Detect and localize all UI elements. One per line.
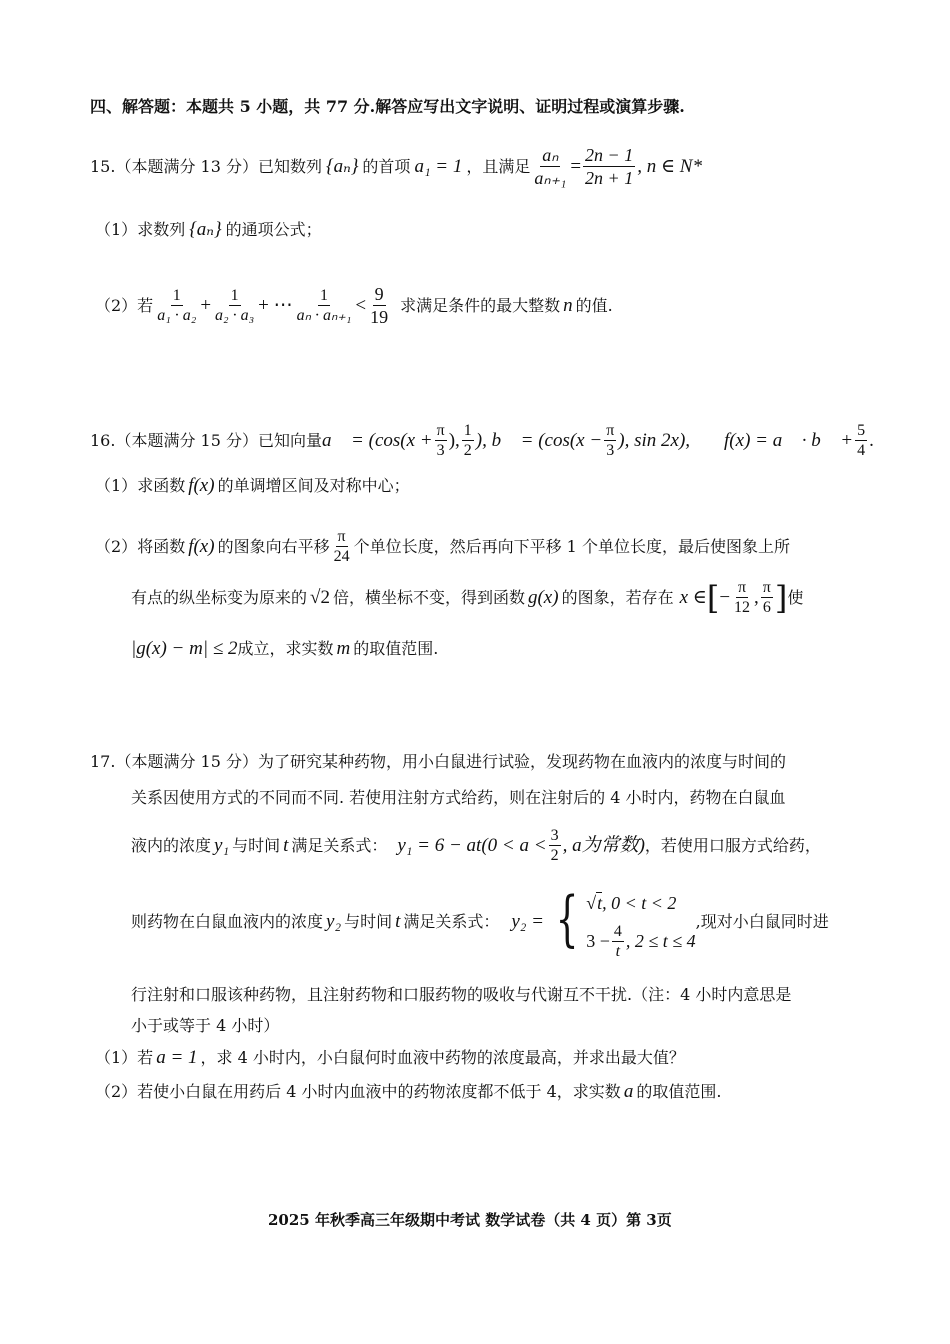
q15-part1-seq: {aₙ} [189, 219, 222, 240]
q16-part2-a: 将函数 [137, 536, 186, 556]
q16-vec-b: ), b⃗ = (cos(x − [475, 429, 603, 451]
q17-line1-text: 为了研究某种药物，用小白鼠进行试验，发现药物在血液内的浓度与时间的 [258, 752, 787, 771]
q15-intro-b: 的首项 [362, 156, 411, 176]
q17-line5 [131, 983, 791, 1007]
q15-term1-den: a₁ · a₂ [157, 307, 197, 324]
q16-right-bracket: ] [774, 578, 788, 617]
q16-part2-line1 [95, 527, 790, 566]
q17-case2 [586, 922, 695, 960]
q15-stem [90, 144, 702, 189]
q17-y2-eq: y₂ = [511, 911, 544, 932]
q17-line3-d: ，若使用口服方式给药， [644, 835, 821, 855]
q17-part2-a: a [623, 1081, 634, 1102]
q16-five-fourths [855, 421, 867, 460]
q17-left-brace: { [555, 884, 579, 954]
q16-shift-num: π [337, 528, 346, 545]
q15-lhs-num: aₙ [542, 145, 559, 165]
q17-three: 3 [550, 827, 559, 844]
q16-vec-a: a⃗ = (cos(x + [322, 429, 433, 451]
q16-part2-c: 个单位长度，然后再向下平移 1 个单位长度，最后使图象上所 [353, 536, 790, 556]
q15-ratio-lhs [532, 144, 568, 189]
q16-pi-d: π [762, 579, 771, 596]
q15-part2 [95, 283, 613, 328]
q17-line4-c: 满足关系式： [403, 912, 500, 931]
q16-six: 6 [762, 599, 771, 616]
q16-stem [90, 421, 874, 460]
q17-score: （本题满分 15 分） [115, 752, 258, 771]
q15-dots: + ⋯ [258, 294, 293, 316]
q17-t: t [283, 834, 289, 856]
q16-fx: f(x) = a⃗ · b⃗ + [724, 429, 854, 451]
q15-sum-term1 [155, 286, 198, 325]
q17-three-halves [549, 826, 561, 865]
q16-shift [332, 527, 352, 566]
q15-part2-label: （2）若 [95, 295, 154, 315]
q16-pi-b: π [606, 422, 615, 439]
q16-abs-expr: |g(x) − m| ≤ 2 [131, 638, 238, 659]
q17-part1 [95, 1046, 685, 1070]
q17-line6-text: 小于或等于 4 小时） [131, 1016, 280, 1035]
q15-term1-num: 1 [172, 287, 181, 304]
q15-number: 15. [90, 156, 116, 176]
q17-line3-a: 液内的浓度 [131, 835, 212, 855]
q17-case1-sqrt: √t [586, 893, 603, 913]
q15-part1-label: （1） [95, 220, 138, 239]
q16-twelve: 12 [734, 599, 751, 616]
q16-m: m [336, 638, 351, 659]
q15-bound [368, 283, 390, 328]
q17-case1-rest: , 0 < t < 2 [602, 893, 677, 913]
page-footer-text: 2025 年秋季高三年级期中考试 数学试卷（共 4 页）第 3页 [268, 1211, 672, 1229]
q17-piecewise [548, 884, 696, 960]
q15-part1-a: 求数列 [137, 220, 186, 239]
q17-part2 [95, 1080, 721, 1104]
q15-intro-c: ，且满足 [466, 156, 531, 176]
q15-score: （本题满分 13 分） [115, 156, 258, 176]
q16-three-b: 3 [606, 442, 615, 459]
q16-comma: , [754, 586, 759, 608]
q16-x-in: x ∈ [679, 586, 707, 608]
q16-intro: 已知向量 [258, 430, 323, 450]
q15-part2-n: n [563, 294, 573, 316]
section-heading [90, 95, 685, 119]
q17-case1-t: t [597, 893, 603, 913]
q16-part2-b: 的图象向右平移 [217, 536, 330, 556]
q16-sqrt2: √2 [310, 586, 330, 608]
q17-y1-formula-end: , a为常数) [562, 834, 645, 856]
q17-case2-frac [612, 922, 624, 961]
q17-part1-b: ，求 4 小时内，小白鼠何时血液中药物的浓度最高，并求出最大值？ [200, 1048, 685, 1067]
q16-half [462, 421, 474, 460]
q17-case2-a: 3 − [586, 931, 610, 951]
q16-minus: − [719, 586, 731, 608]
q15-sum-termn [295, 286, 354, 325]
q17-two: 2 [550, 847, 559, 864]
q17-part2-label: （2）若使小白鼠在用药后 4 小时内血液中的药物浓度都不低于 4，求实数 [95, 1082, 621, 1101]
q16-three-a: 3 [436, 442, 445, 459]
q15-part1 [95, 218, 322, 242]
q16-number: 16. [90, 430, 116, 450]
q17-y1: y₁ [214, 834, 230, 856]
q16-part1-label: （1） [95, 476, 138, 495]
q16-shift-den: 24 [333, 548, 350, 565]
q15-plus: + [200, 294, 212, 316]
q16-left-bracket: [ [706, 578, 720, 617]
q17-line3-c: 满足关系式： [291, 835, 388, 855]
q17-line4 [131, 877, 829, 967]
q16-part1-a: 求函数 [137, 476, 186, 495]
q17-line2 [131, 786, 786, 810]
q15-a1: a₁ = 1 [414, 155, 463, 177]
q15-eq: = [570, 155, 582, 177]
q16-five: 5 [857, 422, 866, 439]
q16-pi-over-3-b [604, 421, 616, 460]
q17-cases [586, 884, 695, 960]
q17-case1 [586, 884, 695, 922]
q16-part1 [95, 474, 410, 498]
q17-part2-b: 的取值范围. [636, 1082, 722, 1101]
q16-line3: 成立，求实数 [237, 639, 334, 658]
q17-line5-text: 行注射和口服该种药物，且注射药物和口服药物的吸收与代谢互不干扰.（注：4 小时内意思是 [131, 985, 792, 1004]
q15-bound-den: 19 [370, 307, 389, 327]
q17-case2-num: 4 [613, 922, 622, 940]
q17-line3-b: 与时间 [232, 835, 281, 855]
q17-case2-den: t [615, 942, 621, 960]
q16-line3-end: 的取值范围. [353, 639, 439, 658]
page-footer [268, 1208, 672, 1232]
q17-part1-a: a = 1 [156, 1047, 198, 1068]
q16-vec-b-end: ), sin 2x), [618, 429, 691, 451]
q15-term2-num: 1 [230, 287, 239, 304]
q15-part1-b: 的通项公式； [225, 220, 322, 239]
q16-part2-fx: f(x) [188, 535, 215, 557]
q16-pi-over-6 [761, 578, 773, 617]
q15-intro-a: 已知数列 [258, 156, 323, 176]
q16-half-den: 2 [463, 442, 472, 459]
q16-four: 4 [857, 442, 866, 459]
q16-dot-end: . [869, 429, 874, 451]
q16-line2-c: 的图象，若存在 [561, 587, 674, 607]
q17-y2: y₂ [326, 911, 342, 932]
q17-number: 17. [90, 752, 116, 771]
q16-part2-line3 [131, 637, 438, 661]
q16-pi-over-12 [732, 578, 752, 617]
q15-seq: {aₙ} [326, 155, 359, 177]
q15-part2-end: 的值. [575, 295, 613, 315]
section-heading-text: 四、解答题：本题共 5 小题，共 77 分.解答应写出文字说明、证明过程或演算步骤. [90, 97, 685, 116]
q17-line4-d: ,现对小白鼠同时进 [695, 912, 829, 931]
q17-line4-a: 则药物在白鼠血液内的浓度 [131, 912, 324, 931]
q16-pi-over-3-a [435, 421, 447, 460]
q16-line2-b: 倍，横坐标不变，得到函数 [332, 587, 525, 607]
q15-lt: < [355, 294, 367, 316]
q17-line2-text: 关系因使用方式的不同而不同. 若使用注射方式给药，则在注射后的 4 小时内，药物在白鼠血 [131, 788, 786, 807]
q16-line2-d: 使 [787, 587, 804, 607]
q15-ratio-rhs [583, 144, 635, 189]
q16-pi-a: π [436, 422, 445, 439]
q15-domain: , n ∈ N* [637, 155, 702, 177]
q17-line3 [131, 826, 821, 865]
q17-t-2: t [395, 911, 401, 932]
q16-part2-line2 [131, 578, 803, 617]
q16-score: （本题满分 15 分） [115, 430, 258, 450]
q17-line1 [90, 750, 786, 774]
q16-part1-b: 的单调增区间及对称中心； [217, 476, 410, 495]
q15-termn-num: 1 [320, 287, 328, 304]
q16-half-num: 1 [463, 422, 472, 439]
q15-term2-den: a₂ · a₃ [215, 307, 255, 324]
q15-sum-term2 [213, 286, 256, 325]
q17-part1-label: （1）若 [95, 1048, 154, 1067]
q16-line2-a: 有点的纵坐标变为原来的 [131, 587, 308, 607]
q16-mid1: ), [448, 429, 460, 451]
q16-part2-label: （2） [95, 536, 138, 556]
q16-gx: g(x) [527, 586, 559, 608]
q15-termn-den: aₙ · aₙ₊₁ [296, 307, 352, 324]
q16-pi-c: π [737, 579, 747, 596]
q17-line6 [131, 1014, 279, 1038]
q15-lhs-den: aₙ₊₁ [534, 168, 567, 188]
q16-part1-fx: f(x) [188, 475, 215, 496]
q17-line4-b: 与时间 [344, 912, 393, 931]
q17-y1-formula: y₁ = 6 − at(0 < a < [397, 834, 547, 856]
q15-rhs-den: 2n + 1 [585, 168, 634, 188]
q15-bound-num: 9 [374, 284, 384, 304]
q15-part2-tail: 求满足条件的最大整数 [400, 295, 561, 315]
q17-case2-rest: , 2 ≤ t ≤ 4 [625, 931, 696, 951]
q15-rhs-num: 2n − 1 [585, 145, 634, 165]
